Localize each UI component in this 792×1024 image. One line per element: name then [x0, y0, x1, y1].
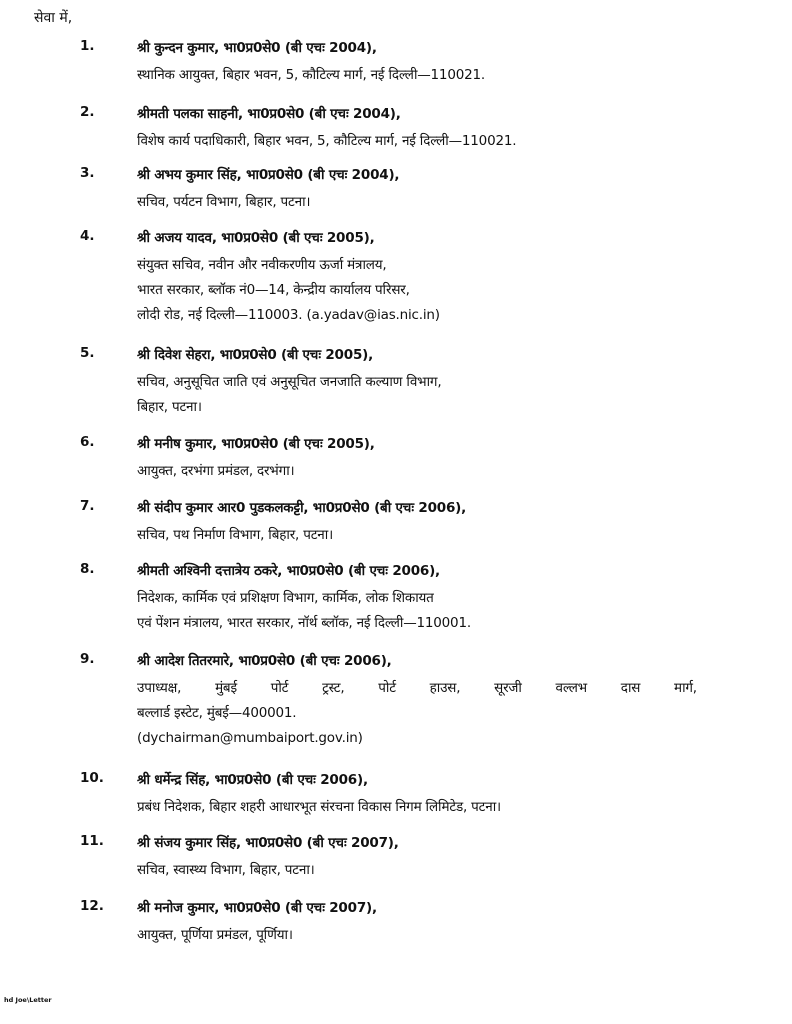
entry-body: [137, 898, 707, 950]
address-word: दास: [620, 680, 641, 696]
recipient-name: श्रीमती अश्विनी दत्तात्रेय ठकरे, भा0प्र0से0 (बी एचः 2006),: [137, 563, 440, 579]
address-line: सचिव, अनुसूचित जाति एवं अनुसूचित जनजाति कल्याण विभाग,: [137, 374, 442, 390]
entry-number: 8.: [80, 561, 95, 577]
address-line: बिहार, पटना।: [137, 399, 202, 415]
address-word: उपाध्यक्ष,: [137, 680, 182, 696]
recipient-name: श्री मनीष कुमार, भा0प्र0से0 (बी एचः 2005),: [137, 436, 375, 452]
recipient-name: श्री संजय कुमार सिंह, भा0प्र0से0 (बी एचः 2007),: [137, 835, 399, 851]
recipient-name: श्री अभय कुमार सिंह, भा0प्र0से0 (बी एचः 2004),: [137, 167, 400, 183]
entry-number: 12.: [80, 898, 104, 914]
address-line: एवं पेंशन मंत्रालय, भारत सरकार, नॉर्थ ब्लॉक, नई दिल्ली—110001.: [137, 615, 471, 631]
address-line: बल्लार्ड इस्टेट, मुंबई—400001.: [137, 705, 297, 721]
entry-number: 2.: [80, 104, 95, 120]
address-line: प्रबंध निदेशक, बिहार शहरी आधारभूत संरचना विकास निगम लिमिटेड, पटना।: [137, 799, 501, 815]
entry-body: [137, 165, 707, 217]
address-line: (dychairman@mumbaiport.gov.in): [137, 730, 363, 746]
entry-number: 10.: [80, 770, 104, 786]
entry-body: [137, 561, 707, 638]
footer-file-reference: hd Joe\Letter: [4, 996, 52, 1004]
address-line: [137, 678, 697, 703]
entry-number: 3.: [80, 165, 95, 181]
recipient-name: श्री दिवेश सेहरा, भा0प्र0से0 (बी एचः 2005),: [137, 347, 374, 363]
recipient-name: श्री मनोज कुमार, भा0प्र0से0 (बी एचः 2007),: [137, 900, 377, 916]
address-word: ट्रस्ट,: [322, 680, 345, 696]
entry-number: 11.: [80, 833, 104, 849]
address-line: विशेष कार्य पदाधिकारी, बिहार भवन, 5, कौटिल्य मार्ग, नई दिल्ली—110021.: [137, 133, 517, 149]
address-line: निदेशक, कार्मिक एवं प्रशिक्षण विभाग, कार्मिक, लोक शिकायत: [137, 590, 434, 606]
address-word: वल्लभ: [555, 680, 587, 696]
recipient-name: श्री कुन्दन कुमार, भा0प्र0से0 (बी एचः 2004),: [137, 40, 377, 56]
entry-number: 6.: [80, 434, 95, 450]
entry-body: [137, 104, 707, 156]
recipient-name: श्रीमती पलका साहनी, भा0प्र0से0 (बी एचः 2004),: [137, 106, 401, 122]
address-line: सचिव, पर्यटन विभाग, बिहार, पटना।: [137, 194, 311, 210]
entry-number: 1.: [80, 38, 95, 54]
address-line: आयुक्त, दरभंगा प्रमंडल, दरभंगा।: [137, 463, 295, 479]
address-word: मार्ग,: [674, 680, 697, 696]
entry-body: [137, 434, 707, 486]
address-line: भारत सरकार, ब्लॉक नं0—14, केन्द्रीय कार्यालय परिसर,: [137, 282, 410, 298]
entry-number: 5.: [80, 345, 95, 361]
entry-body: [137, 345, 707, 422]
entry-number: 4.: [80, 228, 95, 244]
address-line: आयुक्त, पूर्णिया प्रमंडल, पूर्णिया।: [137, 927, 293, 943]
entry-body: [137, 38, 707, 90]
recipient-name: श्री आदेश तितरमारे, भा0प्र0से0 (बी एचः 2006),: [137, 653, 392, 669]
recipient-name: श्री अजय यादव, भा0प्र0से0 (बी एचः 2005),: [137, 230, 375, 246]
address-line: सचिव, पथ निर्माण विभाग, बिहार, पटना।: [137, 527, 334, 543]
address-line: लोदी रोड, नई दिल्ली—110003. (a.yadav@ias.nic.in): [137, 307, 440, 323]
entry-body: [137, 770, 707, 822]
address-line: संयुक्त सचिव, नवीन और नवीकरणीय ऊर्जा मंत्रालय,: [137, 257, 387, 273]
address-word: मुंबई: [215, 680, 237, 696]
entry-number: 9.: [80, 651, 95, 667]
recipient-name: श्री धर्मेन्द्र सिंह, भा0प्र0से0 (बी एचः 2006),: [137, 772, 368, 788]
address-word: पोर्ट: [378, 680, 396, 696]
recipient-name: श्री संदीप कुमार आर0 पुडकलकट्टी, भा0प्र0से0 (बी एचः 2006),: [137, 500, 467, 516]
entry-body: [137, 651, 707, 753]
address-line: सचिव, स्वास्थ्य विभाग, बिहार, पटना।: [137, 862, 315, 878]
address-line: स्थानिक आयुक्त, बिहार भवन, 5, कौटिल्य मार्ग, नई दिल्ली—110021.: [137, 67, 485, 83]
entry-body: [137, 498, 707, 550]
address-word: हाउस,: [429, 680, 461, 696]
entry-number: 7.: [80, 498, 95, 514]
address-word: पोर्ट: [270, 680, 289, 696]
entry-body: [137, 228, 707, 330]
entry-body: [137, 833, 707, 885]
salutation: सेवा में,: [34, 10, 73, 26]
address-word: सूरजी: [494, 680, 522, 696]
